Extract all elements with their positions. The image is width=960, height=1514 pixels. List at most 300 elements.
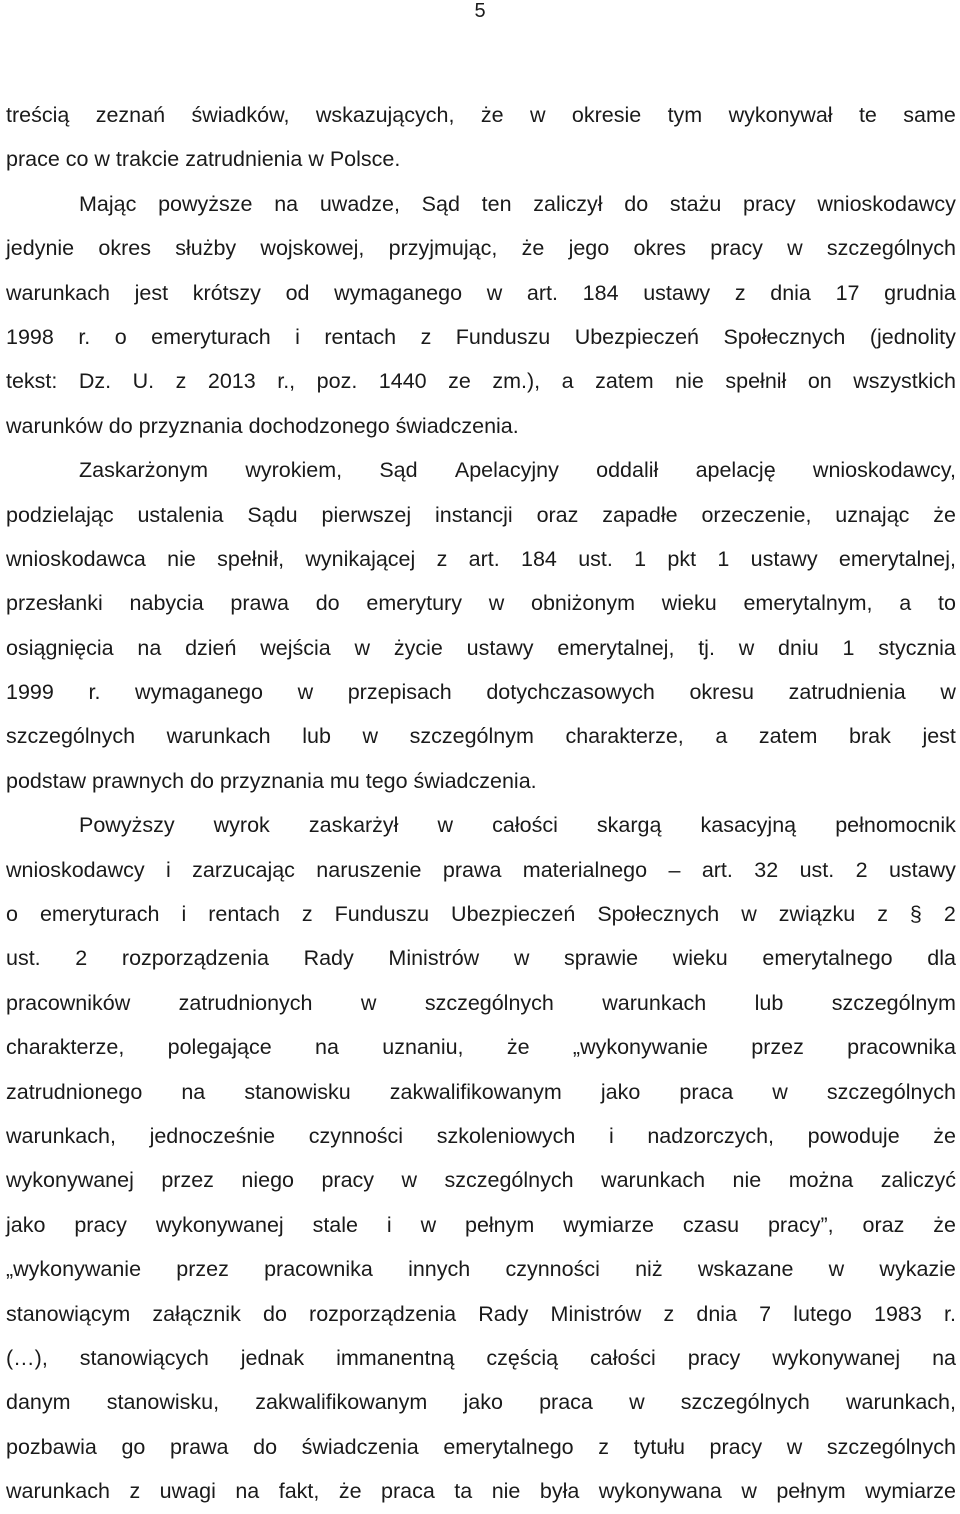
word: w (362, 724, 379, 749)
word: na (932, 1345, 956, 1370)
word: danym (6, 1390, 71, 1415)
word: zm.), (492, 369, 541, 394)
word: szczególnych (6, 724, 136, 749)
word: szczególnych (826, 1079, 956, 1104)
word: pierwszej (321, 502, 412, 527)
word: zeznań (95, 103, 166, 127)
word: ustawy (750, 546, 818, 571)
word: tekst: (6, 369, 58, 394)
word: emerytalnym, (743, 591, 873, 616)
word: zarzucając (192, 857, 295, 882)
word: w (486, 280, 503, 305)
text-line (6, 1425, 956, 1469)
text-line (6, 359, 956, 403)
text-line (6, 404, 956, 448)
text-line-content: prace co w trakcie zatrudnienia w Polsce. (6, 147, 401, 172)
text-line (6, 670, 956, 714)
text-line (6, 271, 956, 315)
word: krótszy (192, 280, 261, 305)
word: przez (751, 1035, 804, 1060)
word: U. (132, 369, 155, 394)
word: stanowisku, (106, 1390, 220, 1415)
word: szczególnym (831, 990, 956, 1015)
text-line (6, 848, 956, 892)
word: prawa (169, 1434, 229, 1459)
word: czynności (505, 1257, 600, 1282)
word: i (608, 1123, 614, 1148)
text-line (6, 1292, 956, 1336)
word: zatrudnionych (178, 990, 313, 1015)
word: pracownika (264, 1257, 373, 1282)
word: że (480, 103, 504, 127)
word: nadzorczych, (647, 1123, 774, 1148)
word: jako (6, 1212, 46, 1237)
text-line (6, 448, 956, 492)
word: pełnym (464, 1212, 535, 1237)
word: jako (600, 1079, 641, 1104)
word: z (129, 1479, 141, 1504)
text-line (6, 759, 956, 803)
word: przepisach (347, 680, 452, 705)
word: charakterze, (6, 1035, 125, 1060)
word: warunkach, (6, 1123, 116, 1148)
word: załącznik (152, 1301, 241, 1326)
word: w (741, 1479, 757, 1504)
word: wyrokiem, (245, 458, 343, 483)
word: brak (849, 724, 891, 749)
word: w (940, 680, 956, 705)
word: powoduje (807, 1123, 900, 1148)
word: grudnia (884, 280, 956, 305)
word: spełnił, (217, 546, 285, 571)
text-line (6, 892, 956, 936)
word: zaliczył (533, 191, 603, 216)
word: wymaganego (135, 680, 263, 705)
word: uwadze, (319, 191, 400, 216)
word: nie (167, 546, 196, 571)
word: w (297, 680, 314, 705)
word: 17 (835, 280, 860, 305)
word: świadczenia (301, 1434, 419, 1459)
word: i (181, 902, 187, 927)
word: jest (134, 280, 169, 305)
word: wykonywanej (6, 1168, 134, 1193)
word: r., (277, 369, 296, 394)
word: emerytalnej, (838, 546, 956, 571)
word: te (858, 103, 877, 127)
word: warunkach (166, 724, 271, 749)
word: Sądu (247, 502, 298, 527)
word: pkt (667, 546, 697, 571)
word: wnioskodawca (6, 546, 146, 571)
word: lutego (793, 1301, 852, 1326)
word: do (262, 1301, 287, 1326)
word: tj. (698, 635, 715, 660)
word: dniu (778, 635, 819, 660)
word: w (513, 946, 530, 971)
word: dnia (770, 280, 811, 305)
word: ustawy (466, 635, 534, 660)
word: Rady (478, 1301, 529, 1326)
word: o (6, 902, 18, 927)
word: od (285, 280, 310, 305)
word: Ministrów (388, 946, 480, 971)
word: wnioskodawcy (6, 857, 145, 882)
word: jest (922, 724, 956, 749)
word: 2 (855, 857, 868, 882)
word: częścią (486, 1345, 559, 1370)
word: instancji (435, 502, 513, 527)
word: dotychczasowych (486, 680, 655, 705)
text-line (6, 1469, 956, 1513)
word: ta (454, 1479, 473, 1504)
word: życie (393, 635, 443, 660)
word: wymaganego (334, 280, 463, 305)
text-line (6, 1114, 956, 1158)
word: warunkach (602, 990, 707, 1015)
word: zakwalifikowanym (255, 1390, 428, 1415)
word: pozbawia (6, 1434, 97, 1459)
word: w (488, 591, 505, 616)
word: (jednolity (869, 324, 956, 349)
word: art. (701, 857, 733, 882)
word: same (903, 103, 956, 127)
word: Powyższy (79, 813, 175, 838)
word: wymiarze (563, 1212, 654, 1237)
word: stanowiącym (6, 1301, 131, 1326)
word: wykonywana (598, 1479, 722, 1504)
word: polegające (167, 1035, 272, 1060)
word: stycznia (878, 635, 956, 660)
word: że (521, 236, 545, 261)
word: „wykonywanie (572, 1035, 708, 1060)
word: przez (161, 1168, 214, 1193)
word: rozporządzenia (121, 946, 269, 971)
text-line (6, 1247, 956, 1291)
word: rentach (208, 902, 280, 927)
word: w (437, 813, 454, 838)
word: r. (78, 324, 91, 349)
word: art. (526, 280, 558, 305)
word: Społecznych (597, 902, 720, 927)
word: art. (468, 546, 500, 571)
word: wejścia (260, 635, 331, 660)
word: jego (568, 236, 610, 261)
word: ze (448, 369, 471, 394)
word: szkoleniowych (436, 1123, 576, 1148)
text-line (6, 1380, 956, 1424)
word: podzielając (6, 502, 114, 527)
word: w (420, 1212, 437, 1237)
word: 1 (842, 635, 855, 660)
word: do (253, 1434, 278, 1459)
word: pracy (687, 1345, 741, 1370)
text-line (6, 93, 956, 137)
word: pracowników (6, 990, 131, 1015)
word: w (529, 103, 546, 127)
word: ustalenia (137, 502, 224, 527)
word: na (181, 1079, 206, 1104)
word: wykazie (879, 1257, 956, 1282)
word: Funduszu (334, 902, 430, 927)
word: czasu (682, 1212, 740, 1237)
word: prawa (442, 857, 502, 882)
word: wszystkich (853, 369, 956, 394)
word: nie (675, 369, 704, 394)
word: warunkach (601, 1168, 706, 1193)
word: Dz. (78, 369, 112, 394)
word: 7 (759, 1301, 772, 1326)
word: Apelacyjny (454, 458, 559, 483)
word: ust. (578, 546, 613, 571)
text-line (6, 493, 956, 537)
word: szczególnym (409, 724, 534, 749)
word: powyższe (158, 191, 253, 216)
word: emerytalnego (762, 946, 893, 971)
word: służby (175, 236, 237, 261)
word: oraz (536, 502, 579, 527)
word: emeryturach (151, 324, 271, 349)
word: lub (302, 724, 331, 749)
word: naruszenie (316, 857, 422, 882)
word: stażu (669, 191, 722, 216)
word: 1983 (874, 1301, 922, 1326)
word: z (175, 369, 187, 394)
word: 2013 (207, 369, 256, 394)
word: 184 (582, 280, 619, 305)
word: ten (481, 191, 512, 216)
word: spełnił (725, 369, 787, 394)
word: szczególnych (826, 1434, 956, 1459)
word: pracy (709, 1434, 763, 1459)
word: emerytalnej, (557, 635, 675, 660)
word: w (828, 1257, 845, 1282)
word: zatrudnionego (6, 1079, 143, 1104)
word: w (772, 1079, 788, 1104)
word: a (561, 369, 574, 394)
word: z (598, 1434, 609, 1459)
word: nie (732, 1168, 762, 1193)
word: jednak (240, 1345, 305, 1370)
word: (…), (6, 1345, 48, 1370)
word: w (786, 1434, 803, 1459)
text-line-content: podstaw prawnych do przyznania mu tego świadczenia. (6, 768, 537, 793)
page-number: 5 (474, 0, 486, 22)
word: pracownika (847, 1035, 956, 1060)
word: że (933, 1123, 956, 1148)
word: wynikającej (305, 546, 416, 571)
word: oddalił (596, 458, 659, 483)
word: fakt, (278, 1479, 320, 1504)
text-line (6, 1158, 956, 1202)
word: wieku (661, 591, 717, 616)
word: świadków, (191, 103, 290, 127)
word: 1998 (6, 324, 54, 349)
word: praca (679, 1079, 734, 1104)
word: a (715, 724, 728, 749)
word: 1 (634, 546, 647, 571)
word: sprawie (564, 946, 639, 971)
word: z (420, 324, 432, 349)
word: w (360, 990, 377, 1015)
word: 1440 (378, 369, 427, 394)
word: orzeczenie, (701, 502, 812, 527)
word: innych (408, 1257, 471, 1282)
word: szczególnych (680, 1390, 810, 1415)
word: Zaskarżonym (79, 458, 209, 483)
word: immanentną (336, 1345, 455, 1370)
word: a (899, 591, 912, 616)
word: obniżonym (531, 591, 635, 616)
word: wskazane (697, 1257, 794, 1282)
word: niego (241, 1168, 294, 1193)
word: stale (312, 1212, 358, 1237)
word: 184 (521, 546, 557, 571)
word: wykonywanej (772, 1345, 901, 1370)
word: Ubezpieczeń (451, 902, 576, 927)
word: lub (754, 990, 784, 1015)
word: zaliczyć (880, 1168, 956, 1193)
text-line-content: warunków do przyznania dochodzonego świadczenia. (6, 413, 519, 438)
word: pracy (321, 1168, 375, 1193)
word: zatem (758, 724, 818, 749)
word: o (114, 324, 127, 349)
word: osiągnięcia (6, 635, 114, 660)
text-line (6, 803, 956, 847)
word: Ministrów (550, 1301, 642, 1326)
word: r. (88, 680, 101, 705)
text-line (6, 137, 956, 181)
word: to (937, 591, 956, 616)
word: zakwalifikowanym (389, 1079, 562, 1104)
word: warunkach, (846, 1390, 956, 1415)
word: i (295, 324, 300, 349)
word: 1 (717, 546, 730, 571)
word: wykonywał (728, 103, 833, 127)
word: zatrudnienia (788, 680, 906, 705)
word: w (354, 635, 371, 660)
word: uznaniu, (382, 1035, 464, 1060)
word: warunkach (6, 280, 110, 305)
word: ust. (799, 857, 835, 882)
word: praca (539, 1390, 593, 1415)
word: na (314, 1035, 339, 1060)
word: r. (944, 1301, 956, 1326)
word: tym (667, 103, 703, 127)
word: uznając (835, 502, 910, 527)
word: wskazujących, (315, 103, 455, 127)
word: wyrok (213, 813, 270, 838)
word: okres (633, 236, 687, 261)
word: była (539, 1479, 580, 1504)
word: z (877, 902, 888, 927)
text-line (6, 714, 956, 758)
word: pracy (710, 236, 763, 261)
word: 2 (75, 946, 88, 971)
text-line (6, 1336, 956, 1380)
word: w (629, 1390, 645, 1415)
word: pracy”, (767, 1212, 834, 1237)
word: zapadłe (602, 502, 678, 527)
text-line (6, 226, 956, 270)
word: uwagi (159, 1479, 216, 1504)
word: Społecznych (723, 324, 846, 349)
word: nabycia (129, 591, 204, 616)
word: emerytalnego (443, 1434, 574, 1459)
word: szczególnych (444, 1168, 574, 1193)
word: ustawy (643, 280, 711, 305)
word: okresie (571, 103, 642, 127)
word: w (738, 635, 755, 660)
word: pracy (74, 1212, 127, 1237)
word: stanowisku (244, 1079, 351, 1104)
word: oraz (862, 1212, 905, 1237)
word: Rady (303, 946, 354, 971)
word: do (624, 191, 649, 216)
word: przez (176, 1257, 229, 1282)
word: pracy (743, 191, 796, 216)
word: jedynie (6, 236, 75, 261)
text-line (6, 981, 956, 1025)
word: związku (778, 902, 856, 927)
word: wymiarze (865, 1479, 956, 1504)
word: dla (927, 946, 956, 971)
word: z (301, 902, 313, 927)
word: 32 (754, 857, 779, 882)
word: § (909, 902, 922, 927)
word: Sąd (379, 458, 418, 483)
word: ustawy (888, 857, 956, 882)
word: rozporządzenia (309, 1301, 457, 1326)
word: nie (491, 1479, 521, 1504)
word: ust. (6, 946, 41, 971)
word: Mając (79, 191, 137, 216)
text-line (6, 581, 956, 625)
word: że (338, 1479, 362, 1504)
word: „wykonywanie (6, 1257, 142, 1282)
text-line (6, 626, 956, 670)
word: prawa (230, 591, 289, 616)
word: jednocześnie (149, 1123, 276, 1148)
word: niż (635, 1257, 663, 1282)
word: pełnomocnik (835, 813, 956, 838)
word: wieku (672, 946, 728, 971)
word: na (137, 635, 162, 660)
word: on (807, 369, 832, 394)
word: szczególnych (826, 236, 956, 261)
word: do (315, 591, 340, 616)
word: że (933, 502, 956, 527)
word: jako (463, 1390, 503, 1415)
word: w (741, 902, 757, 927)
word: praca (381, 1479, 435, 1504)
word: z (734, 280, 746, 305)
text-line (6, 1203, 956, 1247)
word: szczególnych (424, 990, 554, 1015)
word: poz. (316, 369, 358, 394)
word: Funduszu (455, 324, 551, 349)
word: przyjmując, (388, 236, 498, 261)
word: całości (590, 1345, 656, 1370)
word: i (166, 857, 171, 882)
text-line (6, 1070, 956, 1114)
word: Sąd (421, 191, 460, 216)
word: emerytury (366, 591, 462, 616)
word: charakterze, (565, 724, 684, 749)
word: zaskarżył (308, 813, 399, 838)
word: wojskowej, (260, 236, 365, 261)
word: przesłanki (6, 591, 103, 616)
